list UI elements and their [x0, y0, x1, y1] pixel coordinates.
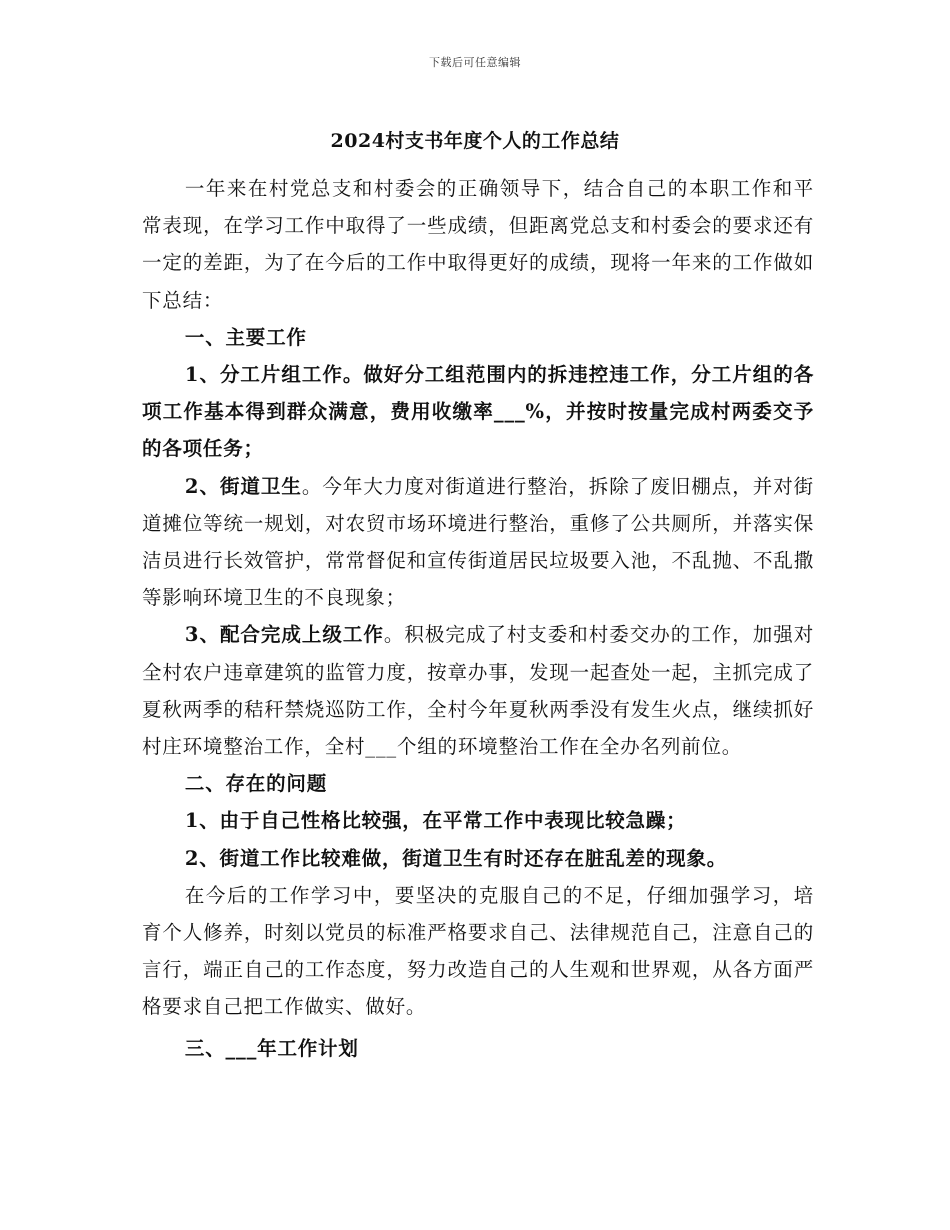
intro-paragraph: 一年来在村党总支和村委会的正确领导下，结合自己的本职工作和平常表现，在学习工作中取得了一些成绩，但距离党总支和村委会的要求还有一定的差距，为了在今后的工作中取得更好的成绩，现将一年来的工作做如下总结：	[142, 177, 814, 312]
section-heading-main-work: 一、主要工作	[184, 325, 307, 349]
section-heading-problems: 二、存在的问题	[184, 772, 327, 796]
section-heading-plan: 三、___年工作计划	[184, 1036, 359, 1060]
document-title: 2024村支书年度个人的工作总结	[330, 130, 620, 152]
item-3-lead: 3、配合完成上级工作	[184, 623, 384, 647]
item-3-paragraph	[142, 616, 814, 765]
problem-2: 2、街道工作比较难做，街道卫生有时还存在脏乱差的现象。	[184, 846, 728, 870]
item-3-text: 。积极完成了村支委和村委交办的工作，加强对全村农户违章建筑的监管力度，按章办事，发现一起查处一起，主抓完成了夏秋两季的秸秆禁烧巡防工作，全村今年夏秋两季没有发生火点，继续抓好村庄环境整治工作，全村___个组的环境整治工作在全办名列前位。	[142, 623, 814, 759]
page-header: 下载后可任意编辑	[429, 56, 521, 69]
future-paragraph: 在今后的工作学习中，要坚决的克服自己的不足，仔细加强学习，培育个人修养，时刻以党员的标准严格要求自己、法律规范自己，注意自己的言行，端正自己的工作态度，努力改造自己的人生观和世界观，从各方面严格要求自己把工作做实、做好。	[142, 883, 814, 1019]
item-2-text: 。今年大力度对街道进行整治，拆除了废旧棚点，并对街道摊位等统一规划，对农贸市场环境进行整治，重修了公共厕所，并落实保洁员进行长效管护，常常督促和宣传街道居民垃圾要入池，不乱抛、不乱撒等影响环境卫生的不良现象；	[142, 474, 814, 610]
problem-1: 1、由于自己性格比较强，在平常工作中表现比较急躁；	[184, 809, 687, 833]
document-body	[142, 170, 814, 1067]
item-2-paragraph	[142, 468, 814, 617]
item-2-lead: 2、街道卫生	[184, 474, 302, 498]
item-1-paragraph: 1、分工片组工作。做好分工组范围内的拆违控违工作，分工片组的各项工作基本得到群众满意，费用收缴率___%，并按时按量完成村两委交予的各项任务；	[142, 363, 814, 461]
